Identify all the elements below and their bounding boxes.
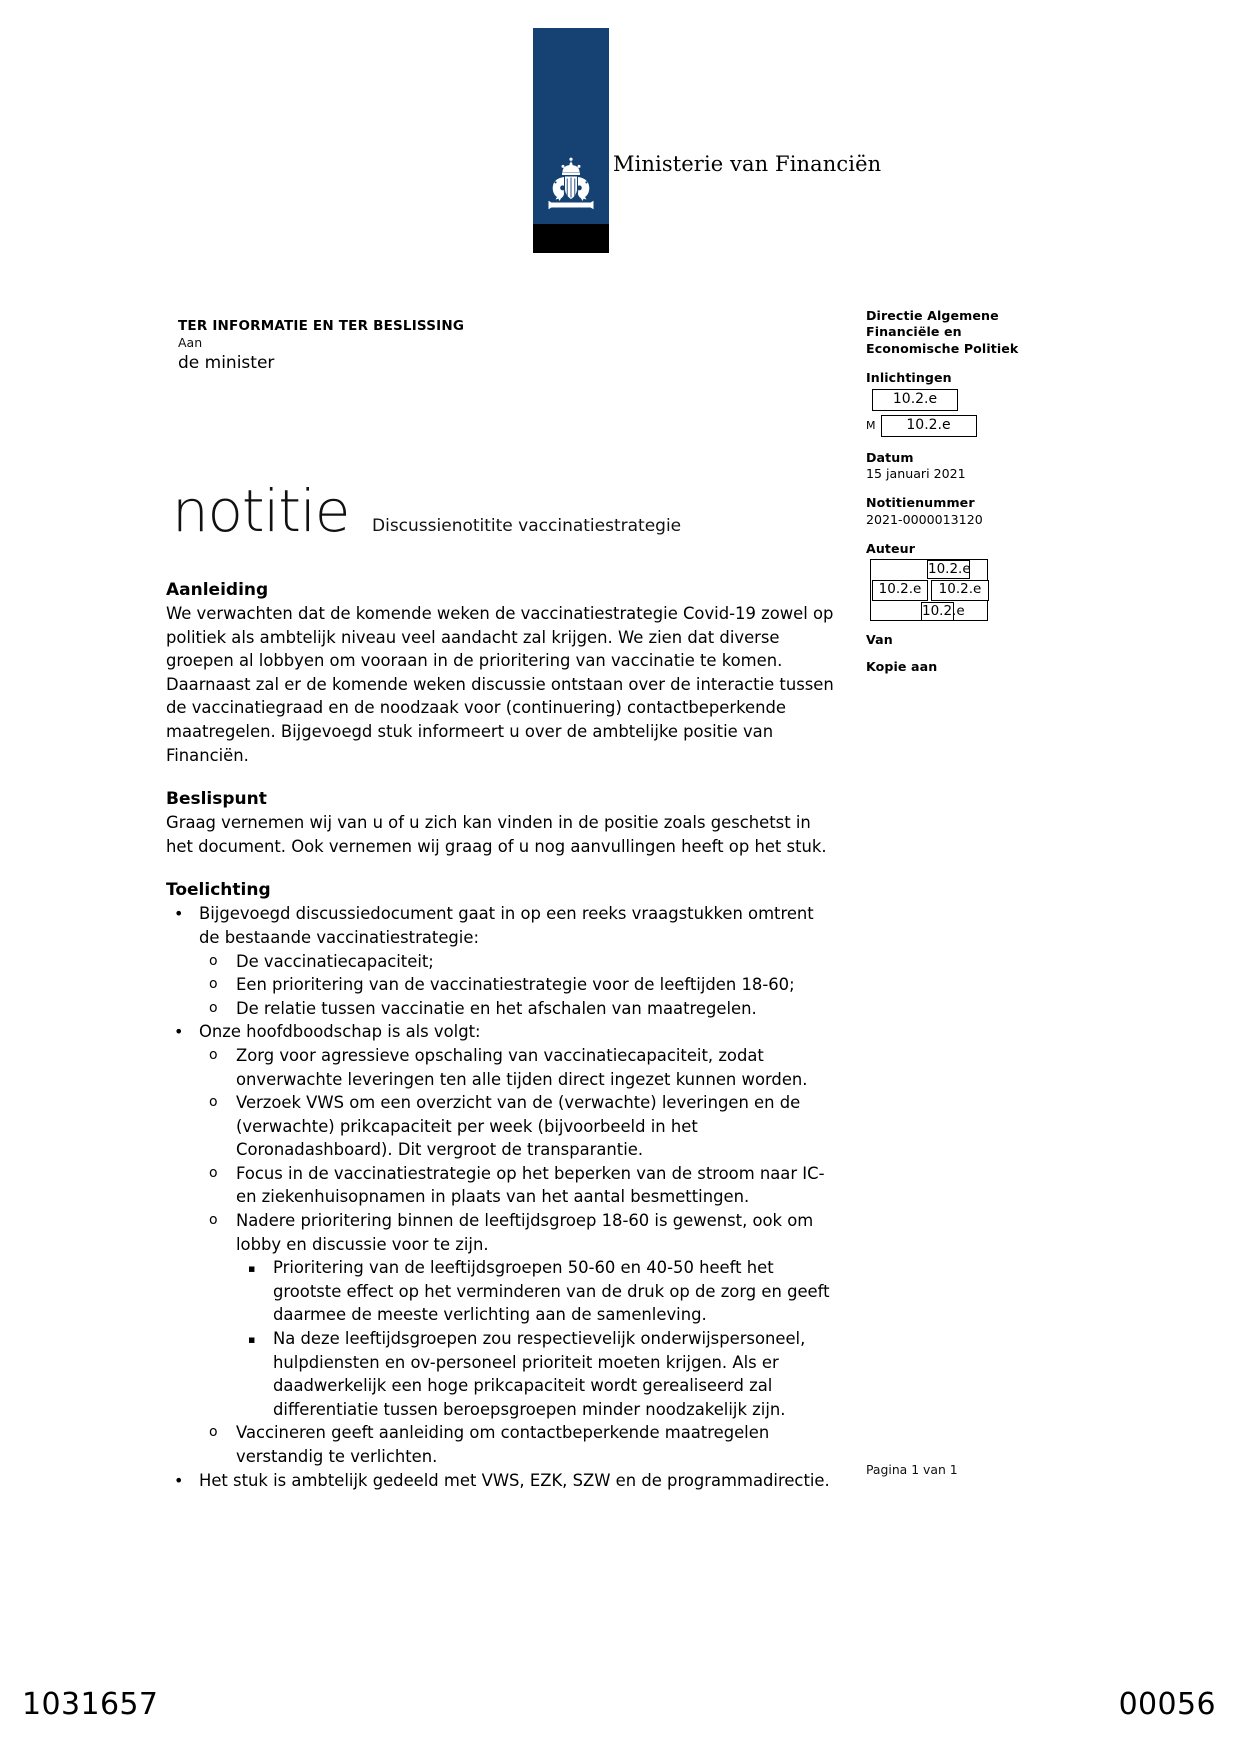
- redacted-value: 10.2.e: [881, 415, 977, 437]
- aan-label: Aan: [178, 335, 203, 350]
- list-item: [166, 1469, 838, 1493]
- heading-aanleiding: Aanleiding: [166, 580, 269, 600]
- bullet-marker: •: [174, 1022, 184, 1042]
- mobile-prefix-label: M: [866, 418, 876, 432]
- dutch-coat-of-arms-icon: [539, 156, 603, 216]
- inlichtingen-value-row: [872, 388, 1056, 411]
- list-item: [236, 1256, 838, 1327]
- list-item-text: Na deze leeftijdsgroepen zou respectievelijk onderwijspersoneel, hulpdiensten en ov-personeel prioriteit moeten krijgen. Als er daadwerkelijk een hoge prikcapaciteit wordt gerealiseerd zal differentiatie tussen beroepsgroepen minder noodzakelijk zijn.: [273, 1329, 806, 1419]
- heading-toelichting: Toelichting: [166, 880, 271, 901]
- list-item-text: Zorg voor agressieve opschaling van vaccinatiecapaciteit, zodat onverwachte leveringen ten alle tijden direct ingezet kunnen worden.: [236, 1045, 808, 1089]
- list-item-text: Een prioritering van de vaccinatiestrategie voor de leeftijden 18-60;: [236, 975, 795, 995]
- list-item: [199, 973, 838, 997]
- list-item: [199, 1421, 838, 1468]
- directie-line: Directie Algemene: [866, 308, 999, 323]
- redacted-value: 10.2.e: [931, 580, 989, 601]
- list-item: [166, 1020, 838, 1468]
- list-item-text: Verzoek VWS om een overzicht van de (verwachte) leveringen en de (verwachte) prikcapaciteit per week (bijvoorbeeld in het Coronadashboard). Dit vergroot de transparantie.: [236, 1093, 801, 1160]
- sub-bullet-marker: o: [209, 1046, 218, 1063]
- van-label: Van: [866, 631, 893, 647]
- ministry-logo: [533, 28, 609, 253]
- list-item-text: Het stuk is ambtelijk gedeeld met VWS, EZK, SZW en de programmadirectie.: [199, 1470, 830, 1490]
- notitienummer-value: 2021-0000013120: [866, 511, 983, 527]
- list-item-text: Vaccineren geeft aanleiding om contactbeperkende maatregelen verstandig te verlichten.: [236, 1423, 770, 1466]
- sub-bullet-marker: o: [209, 976, 218, 993]
- auteur-redaction-group: [870, 559, 988, 621]
- bullet-marker: •: [174, 904, 184, 924]
- datum-value: 15 januari 2021: [866, 466, 966, 482]
- square-bullet-marker: ▪: [248, 1262, 256, 1276]
- sub-bullet-marker: o: [209, 1164, 218, 1181]
- sub-bullet-marker: o: [209, 999, 218, 1016]
- sub-list: [199, 950, 838, 1021]
- directie-line: Economische Politiek: [866, 340, 1019, 356]
- document-body: [166, 578, 838, 1492]
- document-kicker: TER INFORMATIE EN TER BESLISSING: [178, 318, 465, 334]
- list-item-text: Onze hoofdboodschap is als volgt:: [199, 1022, 481, 1042]
- list-item: [166, 902, 838, 1020]
- kopie-aan-label: Kopie aan: [866, 659, 938, 675]
- mobile-value-row: [866, 415, 1056, 437]
- redacted-value: 10.2.e: [922, 602, 965, 619]
- auteur-label: Auteur: [866, 541, 916, 557]
- redacted-value: 10.2.e: [872, 580, 928, 601]
- list-item: [199, 1209, 838, 1421]
- paragraph-beslispunt: Graag vernemen wij van u of u zich kan vinden in de positie zoals geschetst in het document. Ook vernemen wij graag of u nog aanvullingen heeft op het stuk.: [166, 813, 827, 856]
- sub-bullet-marker: o: [209, 1094, 218, 1111]
- notitienummer-label: Notitienummer: [866, 495, 975, 511]
- list-item-text: Bijgevoegd discussiedocument gaat in op een reeks vraagstukken omtrent de bestaande vaccinatiestrategie:: [199, 904, 814, 947]
- document-stamp-left: 1031657: [22, 1687, 159, 1722]
- metadata-sidebar: [866, 308, 1056, 675]
- sub-bullet-marker: o: [209, 952, 218, 969]
- list-item-text: Focus in de vaccinatiestrategie op het beperken van de stroom naar IC- en ziekenhuisopnamen in plaats van het aantal besmettingen.: [236, 1163, 825, 1207]
- sub-sub-list: [236, 1256, 838, 1421]
- list-item: [199, 1091, 838, 1162]
- list-item: [199, 1162, 838, 1209]
- paragraph-aanleiding: We verwachten dat de komende weken de vaccinatiestrategie Covid-19 zowel op politiek als ambtelijk niveau veel aandacht zal krijgen. We zien dat diverse groepen al lobbyen om vooraan in de prioritering van vaccinatie te komen. Daarnaast zal er de komende weken discussie ontstaan over de interactie tussen de vaccinatiegraad en de noodzaak voor (continuering) contactbeperkende maatregelen. Bijgevoegd stuk informeert u over de ambtelijke positie van Financiën.: [166, 604, 834, 765]
- document-stamp-right: 00056: [1118, 1687, 1216, 1722]
- inlichtingen-label: Inlichtingen: [866, 370, 952, 386]
- notitie-wordmark: notitie: [172, 477, 350, 545]
- ministry-name: Ministerie van Financiën: [613, 152, 882, 176]
- sub-bullet-marker: o: [209, 1424, 218, 1441]
- redacted-value: 10.2.e: [928, 560, 971, 577]
- toelichting-list: [166, 902, 838, 1492]
- list-item-text: De vaccinatiecapaciteit;: [236, 951, 434, 971]
- list-item: [199, 1044, 838, 1091]
- redacted-value: 10.2.e: [872, 389, 958, 411]
- list-item-text: De relatie tussen vaccinatie en het afschalen van maatregelen.: [236, 998, 757, 1018]
- list-item: [199, 950, 838, 974]
- list-item: [236, 1327, 838, 1421]
- logo-black-bar: [533, 224, 609, 253]
- title-row: [172, 477, 832, 545]
- sub-bullet-marker: o: [209, 1212, 218, 1229]
- page-indicator: Pagina 1 van 1: [866, 1462, 958, 1477]
- aan-value: de minister: [178, 353, 275, 373]
- document-subtitle: Discussienotitite vaccinatiestrategie: [372, 516, 682, 536]
- directie-line: Financiële en: [866, 324, 962, 340]
- sub-list: [199, 1044, 838, 1469]
- heading-beslispunt: Beslispunt: [166, 789, 267, 810]
- datum-label: Datum: [866, 449, 914, 465]
- list-item: [199, 997, 838, 1021]
- list-item-text: Nadere prioritering binnen de leeftijdsgroep 18-60 is gewenst, ook om lobby en discussie voor te zijn.: [236, 1211, 814, 1254]
- list-item-text: Prioritering van de leeftijdsgroepen 50-60 en 40-50 heeft het grootste effect op het verminderen van de druk op de zorg en geeft daarmee de meeste verlichting aan de samenleving.: [273, 1258, 830, 1325]
- addressing-block: [178, 318, 698, 374]
- square-bullet-marker: ▪: [248, 1333, 256, 1347]
- directie-block: [866, 308, 1056, 357]
- bullet-marker: •: [174, 1470, 184, 1490]
